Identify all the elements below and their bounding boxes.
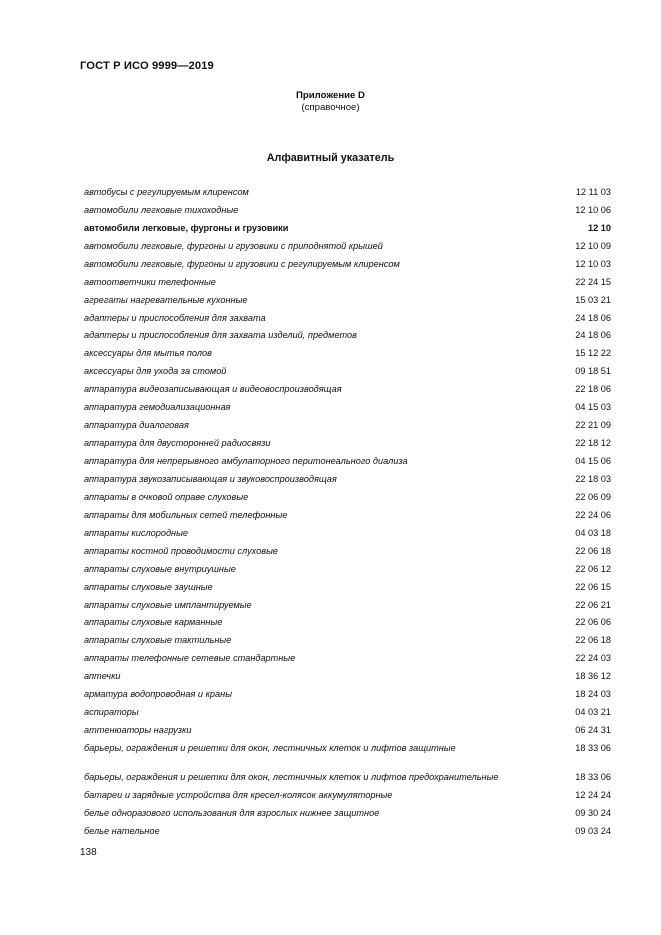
index-entry <box>84 630 611 648</box>
index-entry-code: 22 18 03 <box>575 473 611 484</box>
index-entry-code: 04 15 03 <box>575 402 611 413</box>
index-entry-term: автомобили легковые, фургоны и грузовики с приподнятой крышей <box>84 240 383 251</box>
index-entry-code: 12 11 03 <box>575 186 611 197</box>
index-entry-code: 22 24 03 <box>575 653 611 664</box>
index-entry-term: аппараты слуховые внутриушные <box>84 563 236 574</box>
index-entry-code: 12 10 03 <box>575 258 611 269</box>
index-entry-term: адаптеры и приспособления для захвата <box>84 312 266 323</box>
index-entry-term: аксессуары для мытья полов <box>84 348 212 359</box>
index-entry <box>84 469 611 487</box>
index-entry-code: 15 03 21 <box>575 294 611 305</box>
index-entry <box>84 803 611 821</box>
index-entry-code: 22 06 15 <box>575 581 611 592</box>
index-entry-term: автомобили легковые, фургоны и грузовики <box>84 222 289 233</box>
index-entry-code: 22 06 06 <box>575 617 611 628</box>
index-entry-term: аппаратура для двусторонней радиосвязи <box>84 438 271 449</box>
index-entry-term: аппараты костной проводимости слуховые <box>84 545 278 556</box>
index-entry <box>84 451 611 469</box>
index-entry-code: 22 24 06 <box>575 509 611 520</box>
index-entry <box>84 290 611 308</box>
index-entry-code: 06 24 31 <box>575 725 611 736</box>
index-entry-term: аппараты телефонные сетевые стандартные <box>84 653 296 664</box>
index-entry-code: 04 03 18 <box>575 527 611 538</box>
index-entry-code: 18 33 06 <box>575 772 611 782</box>
index-entry-term: аппаратура видеозаписывающая и видеовоспроизводящая <box>84 384 342 395</box>
index-entry-code: 09 30 24 <box>575 807 611 818</box>
annex-subtitle: (справочное) <box>301 102 360 113</box>
index-entry-code: 22 06 21 <box>575 599 611 610</box>
index-entry-term: автоответчики телефонные <box>84 276 216 287</box>
index-entry-code: 12 10 09 <box>575 240 611 251</box>
index-entry-code: 12 10 <box>588 222 611 233</box>
index-entry <box>84 821 611 839</box>
index-entry <box>84 326 611 344</box>
index-entry-term: аксессуары для ухода за стомой <box>84 366 227 377</box>
index-entry-term: аппараты в очковой оправе слуховые <box>84 491 249 502</box>
index-entry <box>84 666 611 684</box>
index-entry-term: барьеры, ограждения и решетки для окон, лестничных клеток и лифтов защитные <box>84 743 456 753</box>
index-entry-code: 22 21 09 <box>575 420 611 431</box>
index-entry-term: агрегаты нагревательные кухонные <box>84 294 248 305</box>
index-entry-term: аппараты слуховые имплантируемые <box>84 599 252 610</box>
index-entry <box>84 559 611 577</box>
index-entry-term: аппараты кислородные <box>84 527 188 538</box>
index-entry <box>84 487 611 505</box>
index-entry <box>84 613 611 631</box>
index-entry-code: 04 03 21 <box>575 707 611 718</box>
index-entry-term: аппаратура для непрерывного амбулаторного перитонеального диализа <box>84 456 408 466</box>
index-entry-term: аспираторы <box>84 707 139 718</box>
index-entry-term: аттенюаторы нагрузки <box>84 725 192 736</box>
index-entry-term: адаптеры и приспособления для захвата изделий, предметов <box>84 330 357 341</box>
index-entry <box>84 200 611 218</box>
index-entry-term: аппараты слуховые заушные <box>84 581 213 592</box>
index-entry-code: 04 15 06 <box>575 456 611 466</box>
index-entry <box>84 648 611 666</box>
index-entry <box>84 720 611 738</box>
index-entry <box>84 505 611 523</box>
index-entry-term: аппаратура звукозаписывающая и звуковоспроизводящая <box>84 473 337 484</box>
index-entry-code: 18 24 03 <box>575 689 611 700</box>
index-entry-term: белье одноразового использования для взрослых нижнее защитное <box>84 807 380 818</box>
index-entry <box>84 577 611 595</box>
index-entry <box>84 541 611 559</box>
index-entry-code: 24 18 06 <box>575 312 611 323</box>
index-entry-term: аппараты слуховые тактильные <box>84 635 232 646</box>
index-entry-code: 22 06 09 <box>575 491 611 502</box>
index-entry-term: арматура водопроводная и краны <box>84 689 232 700</box>
index-entry-code: 09 18 51 <box>575 366 611 377</box>
index-entry <box>84 182 611 200</box>
index-entry <box>84 254 611 272</box>
index-entry <box>84 236 611 254</box>
index-list <box>84 182 611 839</box>
index-entry-code: 12 10 06 <box>575 204 611 215</box>
index-entry <box>84 756 611 785</box>
index-entry-code: 15 12 22 <box>575 348 611 359</box>
index-entry-term: автомобили легковые, фургоны и грузовики с регулируемым клиренсом <box>84 258 400 269</box>
index-entry-code: 22 06 18 <box>575 545 611 556</box>
index-entry-term: аптечки <box>84 671 121 682</box>
index-entry <box>84 379 611 397</box>
index-entry-code: 22 18 06 <box>575 384 611 395</box>
index-entry <box>84 684 611 702</box>
index-entry-term: аппараты слуховые карманные <box>84 617 223 628</box>
index-entry-code: 22 06 12 <box>575 563 611 574</box>
index-entry-code: 12 24 24 <box>575 789 611 800</box>
index-entry <box>84 343 611 361</box>
index-entry <box>84 272 611 290</box>
index-entry <box>84 702 611 720</box>
index-entry-term: белье нательное <box>84 825 160 836</box>
index-entry-term: автомобили легковые тихоходные <box>84 204 239 215</box>
page-number: 138 <box>80 847 97 858</box>
index-entry <box>84 738 611 756</box>
index-entry-term: батареи и зарядные устройства для кресел-колясок аккумуляторные <box>84 789 393 800</box>
index-entry-term: автобусы с регулируемым клиренсом <box>84 186 249 197</box>
index-entry-term: аппараты для мобильных сетей телефонные <box>84 509 288 520</box>
index-title: Алфавитный указатель <box>266 152 395 164</box>
index-entry <box>84 397 611 415</box>
index-entry-term: аппаратура гемодиализационная <box>84 402 231 413</box>
index-entry-code: 22 18 12 <box>575 438 611 449</box>
document-header: ГОСТ Р ИСО 9999—2019 <box>80 60 214 72</box>
index-entry <box>84 523 611 541</box>
index-entry <box>84 785 611 803</box>
index-entry-code: 22 06 18 <box>575 635 611 646</box>
index-entry <box>84 308 611 326</box>
annex-heading <box>0 90 661 114</box>
index-entry-code: 22 24 15 <box>575 276 611 287</box>
index-entry <box>84 595 611 613</box>
index-entry-code: 18 33 06 <box>575 743 611 753</box>
index-entry-code: 24 18 06 <box>575 330 611 341</box>
annex-title: Приложение D <box>296 90 365 101</box>
index-entry-code: 09 03 24 <box>575 825 611 836</box>
index-entry <box>84 415 611 433</box>
index-entry <box>84 433 611 451</box>
index-entry <box>84 218 611 236</box>
index-entry-code: 18 36 12 <box>575 671 611 682</box>
index-entry-term: аппаратура диалоговая <box>84 420 189 431</box>
index-entry-term: барьеры, ограждения и решетки для окон, лестничных клеток и лифтов предохранительные <box>84 772 499 782</box>
index-entry <box>84 361 611 379</box>
